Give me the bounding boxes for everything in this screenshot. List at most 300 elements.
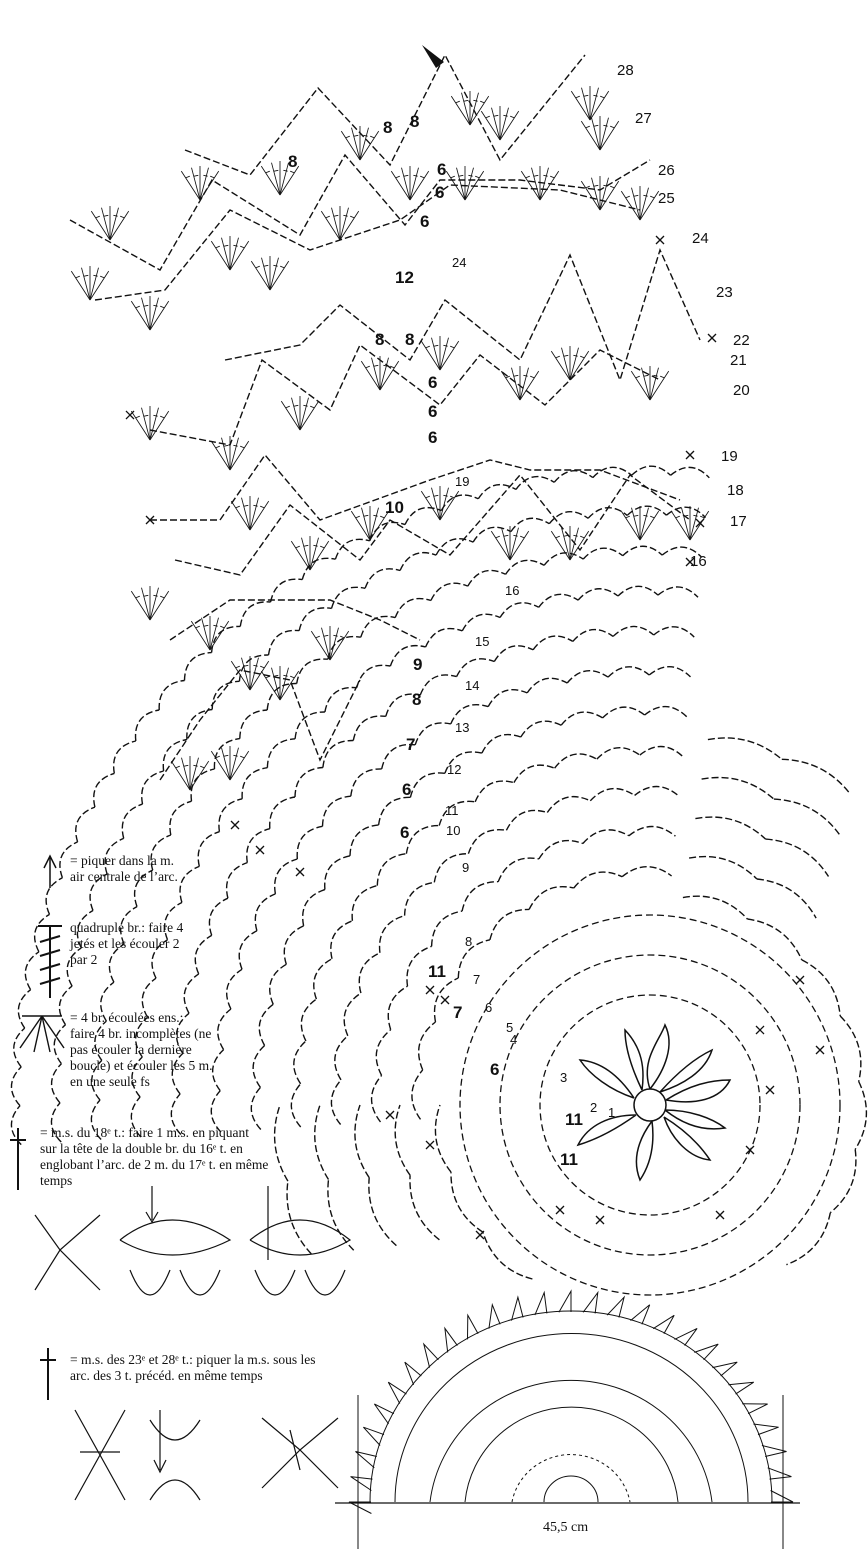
row-label-inner: 19	[455, 474, 470, 489]
chain-count: 8	[405, 330, 415, 349]
chain-arc	[388, 986, 407, 1029]
chain-arc	[269, 630, 300, 655]
chain-arc	[511, 518, 549, 531]
chain-arc	[275, 1105, 288, 1181]
row-label-inner: 4	[510, 1032, 518, 1047]
row-label: 24	[692, 230, 709, 247]
row-label-inner: 7	[473, 972, 481, 987]
chain-arc	[114, 741, 136, 773]
chain-arc	[170, 801, 192, 835]
chain-arc	[521, 721, 561, 737]
dimension-label: 45,5 cm	[543, 1520, 589, 1535]
chain-count: 6	[428, 428, 438, 447]
chain-count: 7	[406, 735, 416, 754]
row-label-inner: 24	[452, 255, 467, 270]
technique-illustration-rows-23-28	[75, 1410, 338, 1500]
chain-arc	[410, 1175, 439, 1240]
chain-arc	[457, 659, 495, 677]
chain-arc	[583, 548, 623, 559]
schematic-spike	[424, 1344, 439, 1368]
chain-arc	[284, 926, 303, 964]
shell-fan-16	[571, 86, 608, 120]
schematic-spike	[388, 1382, 406, 1404]
chain-arc	[136, 710, 160, 741]
row-label-inner: 2	[590, 1100, 598, 1115]
schematic-spike	[363, 1427, 384, 1445]
chain-arc	[766, 839, 829, 876]
chain-arc	[239, 931, 257, 970]
chain-arc	[395, 1105, 410, 1175]
chain-arc	[376, 1030, 390, 1076]
sc-mark	[126, 411, 134, 419]
chain-arc	[198, 832, 219, 867]
start-arrow-icon	[422, 45, 444, 68]
sc-mark	[716, 1211, 724, 1219]
chain-arc	[267, 739, 295, 768]
chain-arc	[302, 558, 335, 579]
chain-arc	[325, 856, 350, 890]
sc-mark	[656, 236, 664, 244]
centre-rounds	[460, 915, 840, 1295]
chain-arc	[325, 688, 357, 712]
chain-arc	[251, 1087, 261, 1129]
chain-arc	[365, 569, 400, 588]
row-label-inner: 3	[560, 1070, 568, 1085]
chain-arc	[270, 797, 295, 829]
chain-arc	[547, 797, 590, 813]
chain-arc	[287, 1181, 311, 1254]
sc-mark	[686, 451, 694, 459]
chain-arc	[253, 1046, 264, 1088]
row-label-inner: 1	[608, 1105, 616, 1120]
chain-arc	[159, 681, 184, 711]
sc-mark	[756, 1026, 764, 1034]
chain-count: 8	[375, 330, 385, 349]
chain-arc	[782, 759, 850, 793]
schematic-spike	[675, 1328, 698, 1345]
chain-arc	[352, 886, 377, 921]
chain-arc	[227, 863, 248, 899]
chain-arc	[561, 712, 602, 725]
row-label: 20	[733, 382, 750, 399]
chain-arc	[483, 1232, 533, 1279]
chain-arc	[218, 1009, 231, 1050]
chain-arc	[529, 887, 574, 910]
row-label-inner: 9	[462, 860, 470, 875]
chain-arc	[420, 675, 456, 695]
chain-arc	[94, 773, 115, 807]
chain-arc	[583, 830, 629, 844]
chain-arc	[649, 667, 690, 677]
chain-arc	[462, 614, 500, 631]
row-label: 26	[658, 162, 675, 179]
chain-arc	[35, 914, 50, 951]
chain-count: 11	[560, 1150, 578, 1169]
chain-arc	[11, 1067, 21, 1106]
chain-arc	[654, 627, 695, 637]
chain-arc	[301, 999, 316, 1041]
chain-arc	[185, 653, 212, 681]
zigzag-row-2	[95, 185, 640, 300]
chain-arc	[830, 1149, 856, 1212]
shell-fan-11	[181, 166, 218, 200]
chain-arc	[335, 539, 369, 559]
chain-arc	[494, 646, 533, 662]
row-label-inner: 10	[446, 823, 461, 838]
legend-text-2: quadruple br.: faire 4 jetés et les écouler 2 par 2	[70, 920, 184, 967]
chain-arc	[219, 799, 242, 832]
chain-arc	[212, 626, 241, 652]
chain-arc	[400, 553, 436, 571]
chain-arc	[212, 681, 239, 709]
chain-arc	[632, 466, 671, 475]
row-label-inner: 6	[485, 1000, 493, 1015]
chain-count: 7	[453, 1003, 463, 1022]
chain-arc	[209, 898, 227, 935]
chain-arc	[295, 768, 323, 798]
schematic-spike	[712, 1362, 737, 1376]
chain-arc	[275, 859, 298, 894]
sc-mark	[796, 976, 804, 984]
chain-arc	[54, 1025, 65, 1064]
chain-arc	[323, 740, 353, 767]
row-label: 19	[721, 448, 738, 465]
shell-fan-38	[131, 586, 168, 620]
chain-arc	[331, 921, 353, 959]
shell-fan-6	[446, 166, 483, 200]
chain-arc	[488, 690, 527, 707]
chain-arc	[142, 771, 164, 804]
chain-arc	[441, 495, 478, 511]
shell-fan-32	[621, 506, 658, 540]
shell-fan-23	[501, 366, 538, 400]
chain-arc	[294, 1041, 306, 1084]
chain-arc	[214, 739, 239, 769]
chain-count: 6	[402, 780, 412, 799]
shell-fan-15	[481, 106, 518, 140]
schematic-spike	[771, 1491, 793, 1503]
chain-arc	[291, 1084, 300, 1127]
schematic-spike	[583, 1293, 598, 1314]
chain-arc	[629, 826, 676, 836]
chain-arc	[18, 990, 30, 1028]
schematic-spike	[768, 1468, 792, 1479]
shell-fan-17	[581, 116, 618, 150]
chain-count: 9	[413, 655, 423, 674]
chain-arc	[242, 768, 267, 799]
chain-arc	[855, 1082, 866, 1150]
shell-fan-28	[351, 506, 388, 540]
chain-arc	[369, 1178, 397, 1246]
chain-arc	[350, 825, 379, 856]
chain-arc	[708, 738, 782, 759]
chain-arc	[431, 583, 468, 600]
chain-arc	[608, 667, 649, 677]
zigzag-row-1	[70, 155, 650, 270]
chain-count: 6	[420, 212, 430, 231]
shell-fan-39	[191, 616, 228, 650]
row-label-inner: 16	[505, 583, 520, 598]
chain-arc	[574, 872, 622, 888]
doily-overview-schematic	[335, 1291, 800, 1549]
chain-arc	[335, 1036, 348, 1080]
chain-arc	[331, 1080, 341, 1125]
chain-count: 8	[383, 118, 393, 137]
chain-arc	[299, 608, 331, 631]
chain-arc	[351, 769, 382, 796]
sc-mark	[386, 1111, 394, 1119]
chain-arc	[314, 959, 332, 999]
shell-fan-24	[551, 346, 588, 380]
chain-arc	[689, 857, 757, 879]
shell-fan-4	[321, 206, 358, 240]
chain-arc	[506, 560, 544, 574]
row-label: 21	[730, 352, 747, 369]
chain-arc	[840, 1016, 861, 1082]
chain-arc	[593, 467, 632, 477]
sc-mark	[708, 334, 716, 342]
chain-arc	[415, 723, 451, 745]
shell-fan-33	[671, 506, 708, 540]
chain-arc	[618, 586, 658, 596]
row-label-inner: 12	[447, 762, 462, 777]
chain-count: 8	[410, 112, 420, 131]
chain-arc	[297, 826, 322, 859]
shell-fan-7	[521, 166, 558, 200]
chain-arc	[635, 786, 680, 796]
shell-fan-2	[211, 236, 248, 270]
shell-fan-19	[211, 436, 248, 470]
chain-arc	[195, 935, 211, 974]
technique-illustration-row-18	[35, 1186, 350, 1295]
chain-arc	[482, 735, 521, 754]
chain-arc	[544, 553, 583, 565]
chain-arc	[786, 1213, 830, 1265]
chain-arc	[377, 854, 406, 886]
chain-arc	[406, 826, 439, 854]
chain-arc	[554, 471, 593, 483]
sc-mark	[816, 1046, 824, 1054]
chain-arc	[372, 1075, 382, 1122]
chain-arc	[259, 1004, 273, 1045]
chain-count: 8	[288, 152, 298, 171]
chain-arc	[597, 748, 640, 759]
legend-text-4: = m.s. du 18ᵉ t.: faire 1 m.s. en piquant sur la tête de la double br. du 16ᵉ t. en englobant l’arc. de 2 m. du 17ᵉ t. en même temps	[40, 1125, 269, 1188]
row-label: 18	[727, 482, 744, 499]
chain-arc	[419, 1022, 436, 1070]
chain-count: 11	[565, 1110, 583, 1129]
chain-arc	[555, 754, 597, 768]
row-label-inner: 8	[465, 934, 473, 949]
chain-arc	[473, 527, 511, 542]
chain-arc	[567, 671, 608, 683]
shell-fan-8	[581, 176, 618, 210]
chain-arc	[184, 974, 198, 1013]
schematic-spike	[374, 1404, 394, 1424]
chain-arc	[436, 539, 473, 555]
sc-mark	[296, 868, 304, 876]
chain-arc	[410, 773, 445, 797]
sc-mark	[476, 1231, 484, 1239]
chain-arc	[640, 747, 683, 757]
legend-symbol-sc-rows-23-28	[40, 1348, 56, 1400]
chain-arc	[490, 909, 529, 939]
shell-fan-37	[311, 626, 348, 660]
sc-mark	[426, 1141, 434, 1149]
chain-arc	[359, 953, 380, 993]
chain-arc	[240, 710, 267, 739]
shell-fan-29	[421, 486, 458, 520]
chain-arc	[412, 1070, 423, 1120]
chain-arc	[539, 841, 583, 859]
chain-count: 12	[395, 268, 414, 287]
chain-count: 6	[490, 1060, 500, 1079]
chain-arc	[578, 589, 618, 600]
row-label: 17	[730, 513, 747, 530]
schematic-spike	[351, 1477, 373, 1491]
chain-arc	[514, 765, 555, 782]
shell-fan-18	[131, 406, 168, 440]
chain-arc	[380, 916, 405, 953]
sc-mark	[256, 846, 264, 854]
chain-arc	[25, 952, 39, 990]
shell-fan-20	[281, 396, 318, 430]
chain-arc	[52, 1064, 62, 1103]
chain-arc	[315, 1105, 329, 1180]
chain-arc	[271, 579, 303, 602]
chain-arc	[623, 546, 663, 555]
shell-fan-26	[231, 496, 268, 530]
chain-arc	[297, 659, 328, 683]
chain-arc	[622, 867, 672, 877]
row-label: 27	[635, 110, 652, 127]
chain-count: 6	[400, 823, 410, 842]
shell-fan-14	[451, 91, 488, 125]
chain-arc	[573, 630, 613, 642]
legend-text-5: = m.s. des 23ᵉ et 28ᵉ t.: piquer la m.s. sous les arc. des 3 t. précéd. en même temps	[70, 1352, 316, 1383]
sc-mark	[426, 986, 434, 994]
schematic-spike	[349, 1502, 371, 1514]
row-label: 23	[716, 284, 733, 301]
center-flower	[578, 1025, 730, 1180]
legend-symbol-quadruple-treble	[38, 926, 62, 998]
chain-arc	[357, 665, 391, 687]
chain-count: 6	[437, 160, 447, 179]
chain-arc	[379, 797, 411, 825]
chain-arc	[757, 879, 816, 918]
shell-fan-21	[361, 356, 398, 390]
schematic-spike	[559, 1291, 571, 1312]
chain-arc	[332, 587, 366, 608]
chain-arc	[645, 707, 687, 717]
chain-arc	[435, 1105, 451, 1172]
chain-arc	[516, 477, 554, 490]
chain-arc	[498, 858, 539, 882]
row-label-inner: 11	[445, 803, 459, 818]
schematic-spike	[653, 1315, 674, 1334]
row-label: 22	[733, 332, 750, 349]
chain-count: 10	[385, 498, 404, 517]
chain-arc	[303, 890, 325, 926]
zigzag-row-5	[150, 455, 680, 520]
schematic-spike	[631, 1305, 650, 1325]
chain-arc	[695, 817, 765, 839]
sc-mark	[696, 519, 704, 527]
legend-text-3: = 4 br. écoulées ens.: faire 4 br. incomplètes (ne pas écouler la dernière boucle) et écouler les 5 m. en une seule fs	[70, 1010, 213, 1089]
shell-fan-13	[341, 126, 378, 160]
chain-arc	[671, 467, 710, 477]
chain-arc	[46, 878, 62, 915]
chain-arc	[122, 804, 142, 838]
shell-fan-1	[131, 296, 168, 330]
shell-fan-3	[251, 256, 288, 290]
chain-arc	[527, 678, 567, 693]
chain-arc	[14, 1028, 25, 1067]
chain-arc	[405, 508, 441, 525]
legend-text-1: = piquer dans la m. air centrale de l’arc.	[70, 853, 178, 884]
chain-arc	[613, 626, 654, 636]
chain-arc	[539, 594, 578, 607]
chain-arc	[395, 599, 431, 618]
chain-arc	[468, 570, 506, 586]
chain-arc	[533, 636, 573, 650]
chain-count: 8	[412, 690, 422, 709]
chain-arc	[590, 789, 634, 801]
chain-arc	[344, 993, 361, 1036]
chain-arc	[802, 960, 840, 1016]
chain-arc	[468, 830, 506, 854]
chain-arc	[11, 1106, 21, 1145]
sc-mark	[596, 1216, 604, 1224]
schematic-spike	[405, 1362, 422, 1385]
chain-arc	[683, 896, 748, 919]
legend-symbol-sc-row-18	[10, 1128, 26, 1190]
shell-fan-22	[421, 336, 458, 370]
row-label: 25	[658, 190, 675, 207]
row-label-inner: 14	[465, 678, 480, 693]
chain-arc	[247, 829, 270, 863]
schematic-spike	[535, 1293, 547, 1316]
schematic-spike	[694, 1344, 718, 1360]
chain-arc	[702, 777, 774, 799]
chain-arc	[227, 969, 242, 1009]
sc-mark	[556, 1206, 564, 1214]
chain-count: 6	[428, 402, 438, 421]
chain-arc	[506, 810, 547, 830]
chain-arc	[432, 911, 463, 946]
zigzag-row-7	[170, 600, 420, 640]
chain-arc	[500, 603, 539, 618]
chain-arc	[658, 587, 698, 597]
shell-fans	[71, 86, 708, 790]
shell-fan-5	[391, 166, 428, 200]
chain-arc	[76, 807, 95, 842]
chain-count: 6	[428, 373, 438, 392]
chain-arc	[180, 866, 199, 902]
shell-fan-0	[71, 266, 108, 300]
sc-mark	[766, 1086, 774, 1094]
chain-arc	[603, 707, 645, 718]
chain-arc	[323, 796, 351, 826]
row-label: 28	[617, 62, 634, 79]
row-label: 16	[690, 553, 707, 570]
chain-count: 6	[435, 183, 445, 202]
chain-arc	[774, 799, 840, 835]
sc-mark	[441, 996, 449, 1004]
row-label-inner: 5	[506, 1020, 514, 1035]
chain-arc	[270, 964, 287, 1004]
chain-arc	[240, 602, 270, 627]
